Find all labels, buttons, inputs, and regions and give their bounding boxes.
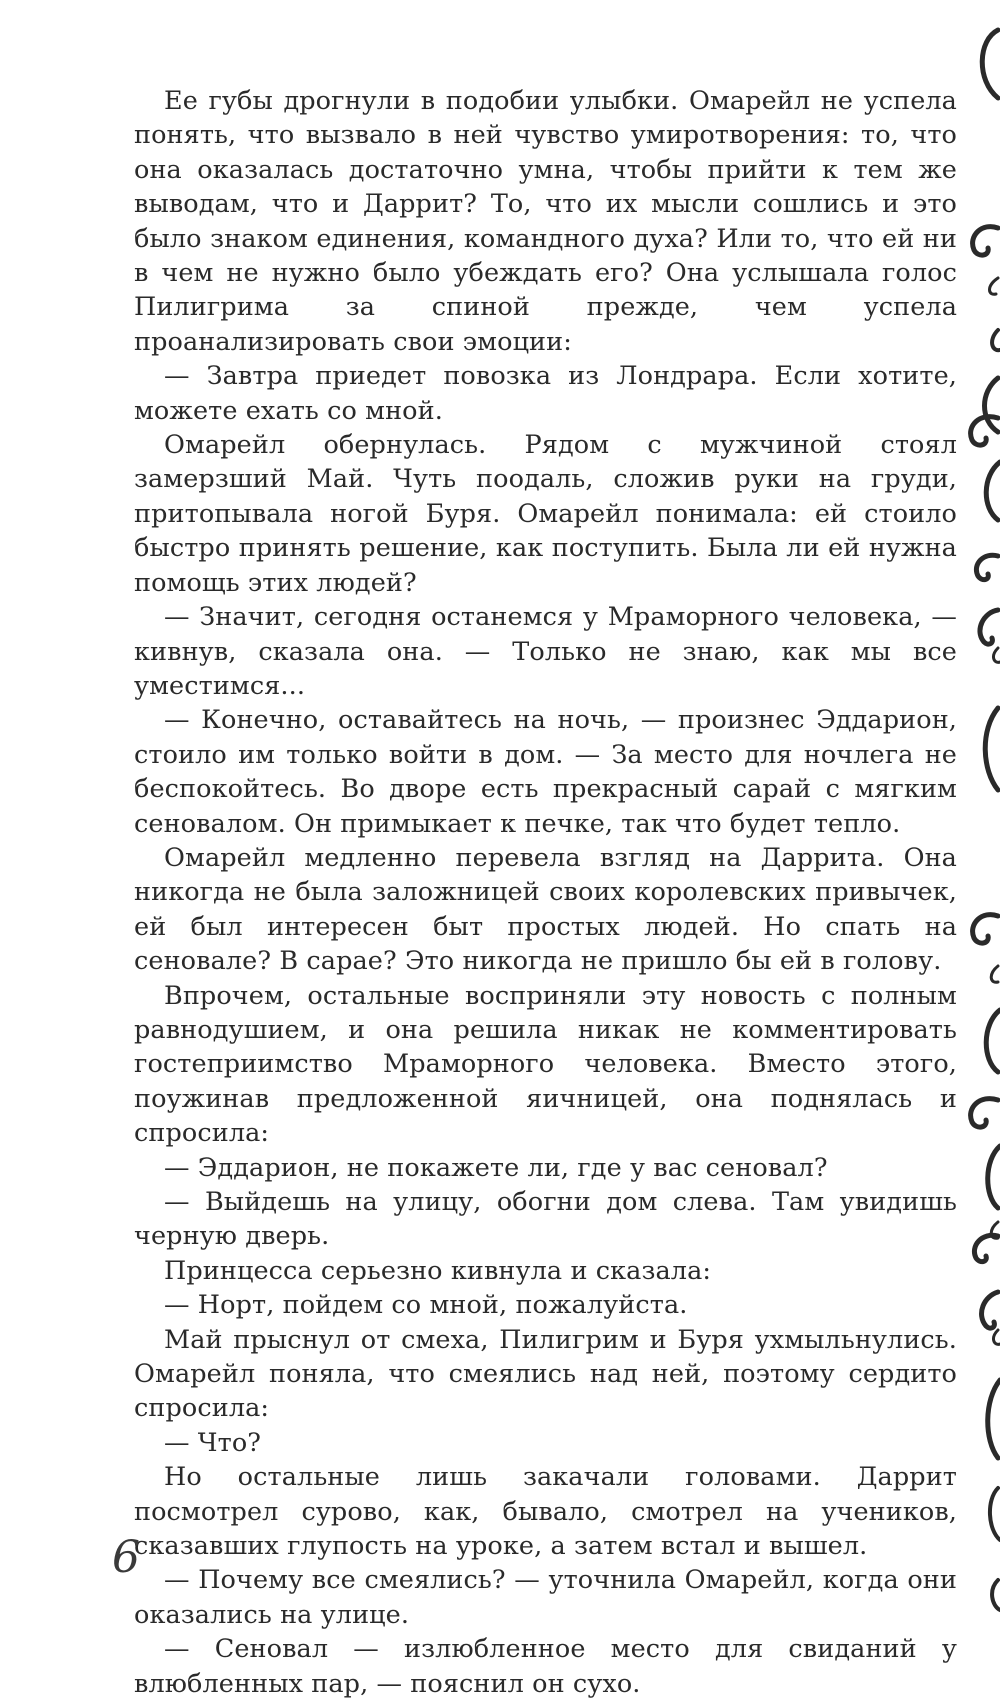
paragraph: — Завтра приедет повозка из Лондрара. Если хотите, можете ехать со мной. <box>134 361 957 426</box>
page-text <box>134 84 957 1701</box>
paragraph: — Сеновал — излюбленное место для свиданий у влюбленных пар, — пояснил он сухо. <box>134 1634 957 1699</box>
paragraph: Май прыснул от смеха, Пилигрим и Буря ухмыльнулись. Омарейл поняла, что смеялись над ней, поэтому сердито спросила: <box>134 1324 957 1424</box>
paragraph: Принцесса серьезно кивнула и сказала: <box>164 1255 712 1286</box>
paragraph: — Выйдешь на улицу, обогни дом слева. Там увидишь черную дверь. <box>134 1187 957 1252</box>
paragraph: — Что? <box>164 1427 262 1458</box>
paragraph: Впрочем, остальные восприняли эту новость с полным равнодушием, и она решила никак не комментировать гостеприимство Мраморного человека. Вместо этого, поужинав предложенной яичницей, она поднялась и спросила: <box>134 980 957 1149</box>
paragraph: — Почему все смеялись? — уточнила Омарейл, когда они оказались на улице. <box>134 1565 957 1630</box>
paragraph: Ее губы дрогнули в подобии улыбки. Омарейл не успела понять, что вызвало в ней чувство умиротворения: то, что она оказалась достаточно умна, чтобы прийти к тем же выводам, что и Даррит? То, что их мысли сошлись и это было знаком единения, командного духа? Или то, что ей ни в чем не нужно было убеждать его? Она услышала голос Пилигрима за спиной прежде, чем успела проанализировать свои эмоции: <box>134 86 957 357</box>
swirl-ornament-icon <box>958 0 1000 1635</box>
paragraph: — Конечно, оставайтесь на ночь, — произнес Эддарион, стоило им только войти в дом. — За место для ночлега не беспокойтесь. Во дворе есть прекрасный сарай с мягким сеновалом. Он примыкает к печке, так что будет тепло. <box>134 705 957 839</box>
paragraph: — Значит, сегодня останемся у Мраморного человека, — кивнув, сказала она. — Только не знаю, как мы все уместимся... <box>134 602 957 701</box>
page-number: 6 <box>112 1532 140 1583</box>
paragraph: — Норт, пойдем со мной, пожалуйста. <box>164 1290 688 1321</box>
paragraph: Но остальные лишь закачали головами. Даррит посмотрел сурово, как, бывало, смотрел на учеников, сказавших глупость на уроке, а затем встал и вышел. <box>134 1462 957 1562</box>
paragraph: Омарейл медленно перевела взгляд на Даррита. Она никогда не была заложницей своих королевских привычек, ей был интересен быт простых людей. Но спать на сеновале? В сарае? Это никогда не пришло бы ей в голову. <box>134 842 957 977</box>
paragraph: — Эддарион, не покажете ли, где у вас сеновал? <box>164 1152 828 1183</box>
paragraph: Омарейл обернулась. Рядом с мужчиной стоял замерзший Май. Чуть поодаль, сложив руки на груди, притопывала ногой Буря. Омарейл понимала: ей стоило быстро принять решение, как поступить. Была ли ей нужна помощь этих людей? <box>134 430 957 598</box>
